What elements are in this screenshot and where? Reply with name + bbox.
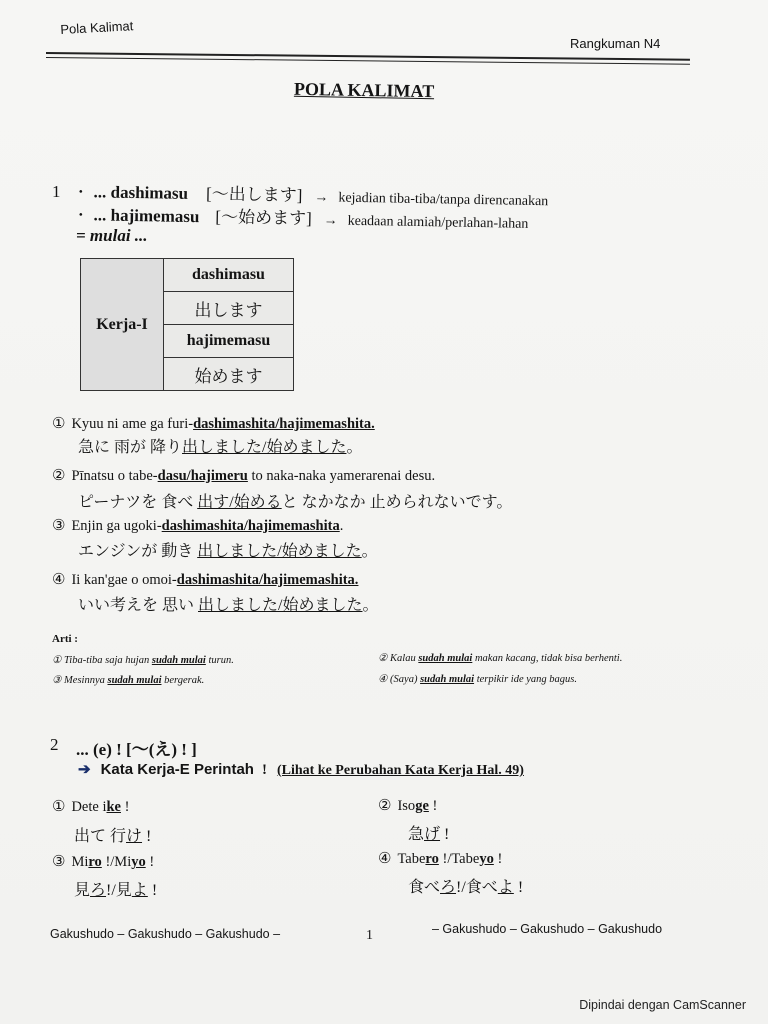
arti-number: ② xyxy=(378,653,388,664)
arti-underlined: sudah mulai xyxy=(151,655,206,666)
section-2-number: 2 xyxy=(50,735,59,754)
table-cell: 出します xyxy=(164,292,294,325)
example-3-jp xyxy=(78,538,378,561)
s2-example-2-jp xyxy=(408,821,449,844)
jp-part: ! xyxy=(142,828,152,845)
romaji-part: Dete i xyxy=(71,799,107,815)
arti-underlined: sudah mulai xyxy=(418,653,473,664)
jp-part: 出て 行 xyxy=(74,828,127,845)
example-pre: Ii kan'gae o omoi- xyxy=(71,572,177,588)
arti-1 xyxy=(52,654,234,666)
romaji-part: ! xyxy=(120,799,130,815)
arti-post: bergerak. xyxy=(161,675,205,686)
romaji-part: Iso xyxy=(397,798,416,814)
desc-dashimasu: kejadian tiba-tiba/tanpa direncanakan xyxy=(338,190,549,210)
arti-4 xyxy=(378,673,577,685)
example-1-jp xyxy=(78,434,362,457)
romaji-ending: ro xyxy=(88,854,102,870)
scanner-watermark: Dipindai dengan CamScanner xyxy=(579,998,746,1012)
arti-underlined: sudah mulai xyxy=(420,674,475,685)
s2-example-4 xyxy=(378,849,502,868)
table-cell: hajimemasu xyxy=(164,325,294,358)
jp-part: !/見 xyxy=(106,882,132,899)
bullet: · xyxy=(77,182,84,202)
s2-example-3 xyxy=(52,852,154,871)
arrow-icon: → xyxy=(314,190,329,206)
mulai-note: = mulai ... xyxy=(76,226,148,245)
jp-underlined: 出す/始める xyxy=(197,494,282,511)
example-2 xyxy=(52,466,435,485)
jp-part: ! xyxy=(440,826,450,843)
page-number: 1 xyxy=(366,928,373,943)
romaji-part: Tabe xyxy=(397,851,426,867)
example-bold: dashimashita/hajimemashita. xyxy=(193,416,375,432)
example-number: ① xyxy=(52,416,66,432)
romaji-ending: ro xyxy=(425,851,439,867)
jp-part: ! xyxy=(513,879,524,896)
jp-underlined: 出しました/始めました xyxy=(198,597,363,614)
jp-part: 急 xyxy=(408,826,425,843)
jp-part: ! xyxy=(147,882,158,899)
s2-example-1-jp xyxy=(74,823,151,846)
header-left: Pola Kalimat xyxy=(60,18,134,37)
arti-pre: Kalau xyxy=(390,653,419,664)
romaji-part: ! xyxy=(493,851,503,867)
arrow-icon: → xyxy=(323,213,338,229)
arti-pre: (Saya) xyxy=(390,674,421,685)
reference-link: (Lihat ke Perubahan Kata Kerja Hal. 49) xyxy=(276,763,524,778)
example-2-jp xyxy=(78,489,512,512)
example-bold: dasu/hajimeru xyxy=(157,468,248,484)
example-number: ① xyxy=(52,799,66,815)
arti-number: ① xyxy=(52,655,62,666)
jp-underlined: 出しました/始めました xyxy=(197,543,362,560)
jp-pre: 急に 雨が 降り xyxy=(78,439,183,456)
table-row-label: Kerja-I xyxy=(81,259,164,391)
jp-pre: いい考えを 思い xyxy=(78,597,199,614)
s2-example-4-jp xyxy=(408,874,523,897)
example-number: ④ xyxy=(52,572,66,588)
desc-hajimemasu: keadaan alamiah/perlahan-lahan xyxy=(347,213,529,232)
example-pre: Pīnatsu o tabe- xyxy=(71,468,158,484)
arti-pre: Mesinnya xyxy=(64,675,108,686)
jp-ending: ろ xyxy=(440,879,457,896)
jp-post: 。 xyxy=(361,543,378,560)
arti-pre: Tiba-tiba saja hujan xyxy=(64,655,152,666)
arti-post: makan kacang, tidak bisa berhenti. xyxy=(472,653,623,664)
jp-ending: よ xyxy=(497,879,514,896)
example-post: to naka-naka yamerarenai desu. xyxy=(247,468,436,484)
pattern-jp-hajimemasu: [〜始めます] xyxy=(215,207,312,229)
arti-2 xyxy=(378,652,622,664)
example-pre: Enjin ga ugoki- xyxy=(71,518,162,534)
pattern-jp-dashimasu: [〜出します] xyxy=(205,184,303,205)
arti-post: terpikir ide yang bagus. xyxy=(474,674,578,685)
section-2-subtitle xyxy=(78,760,524,779)
arti-heading: Arti : xyxy=(52,633,78,645)
jp-underlined: 出しました/始めました xyxy=(182,439,347,456)
section-1-number: 1 xyxy=(52,182,61,201)
example-4-jp xyxy=(78,592,378,615)
jp-part: 見 xyxy=(74,882,91,899)
kata-kerja-e: Kata Kerja-E Perintah xyxy=(100,761,254,778)
pattern-dashimasu: ... dashimasu xyxy=(93,182,189,203)
arti-post: turun. xyxy=(205,655,234,666)
example-pre: Kyuu ni ame ga furi- xyxy=(71,416,194,432)
example-post: . xyxy=(339,518,344,534)
romaji-part: ! xyxy=(145,854,155,870)
jp-post: と なかなか 止められないです。 xyxy=(281,494,513,511)
romaji-part: Mi xyxy=(71,854,89,870)
jp-ending: ろ xyxy=(90,882,107,899)
header-right: Rangkuman N4 xyxy=(570,36,661,51)
arti-3 xyxy=(52,674,204,686)
jp-pre: ピーナツを 食べ xyxy=(78,494,198,511)
s2-example-2 xyxy=(378,796,437,815)
footer-right: – Gakushudo – Gakushudo – Gakushudo xyxy=(432,922,663,936)
example-number: ③ xyxy=(52,518,66,534)
jp-post: 。 xyxy=(362,597,379,614)
arti-underlined: sudah mulai xyxy=(107,675,162,686)
example-number: ② xyxy=(378,798,392,814)
example-bold: dashimashita/hajimemashita xyxy=(161,518,340,534)
example-1 xyxy=(52,414,375,433)
example-bold: dashimashita/hajimemashita. xyxy=(176,572,359,588)
verb-table xyxy=(80,258,294,391)
example-3 xyxy=(52,516,343,535)
s2-example-3-jp xyxy=(74,877,157,900)
jp-part: 食べ xyxy=(408,879,441,896)
romaji-part: !/Mi xyxy=(101,854,132,870)
section-2-pattern: ... (e) ! [〜(え) ! ] xyxy=(76,740,197,759)
bullet: · xyxy=(77,205,84,225)
romaji-part: ! xyxy=(428,798,438,814)
arti-number: ③ xyxy=(52,675,62,686)
romaji-ending: ge xyxy=(415,798,429,814)
page-title: POLA KALIMAT xyxy=(293,78,435,102)
example-4 xyxy=(52,570,358,589)
exclamation: ! xyxy=(261,762,267,778)
jp-post: 。 xyxy=(346,439,363,456)
example-number: ③ xyxy=(52,854,66,870)
jp-ending: げ xyxy=(424,826,441,843)
jp-ending: よ xyxy=(131,882,148,899)
example-number: ② xyxy=(52,468,66,484)
footer-left: Gakushudo – Gakushudo – Gakushudo – xyxy=(50,927,281,941)
pattern-hajimemasu: ... hajimemasu xyxy=(93,205,200,227)
arrow-right-icon: ➔ xyxy=(78,762,91,778)
arti-number: ④ xyxy=(378,674,388,685)
romaji-ending: yo xyxy=(131,854,146,870)
table-cell: dashimasu xyxy=(164,259,294,292)
romaji-part: !/Tabe xyxy=(438,851,480,867)
jp-pre: エンジンが 動き xyxy=(78,543,198,560)
example-number: ④ xyxy=(378,851,392,867)
jp-ending: け xyxy=(126,828,143,845)
romaji-ending: yo xyxy=(479,851,494,867)
romaji-ending: ke xyxy=(106,799,121,815)
table-cell: 始めます xyxy=(164,358,294,391)
jp-part: !/食べ xyxy=(456,879,498,896)
s2-example-1 xyxy=(52,797,129,816)
